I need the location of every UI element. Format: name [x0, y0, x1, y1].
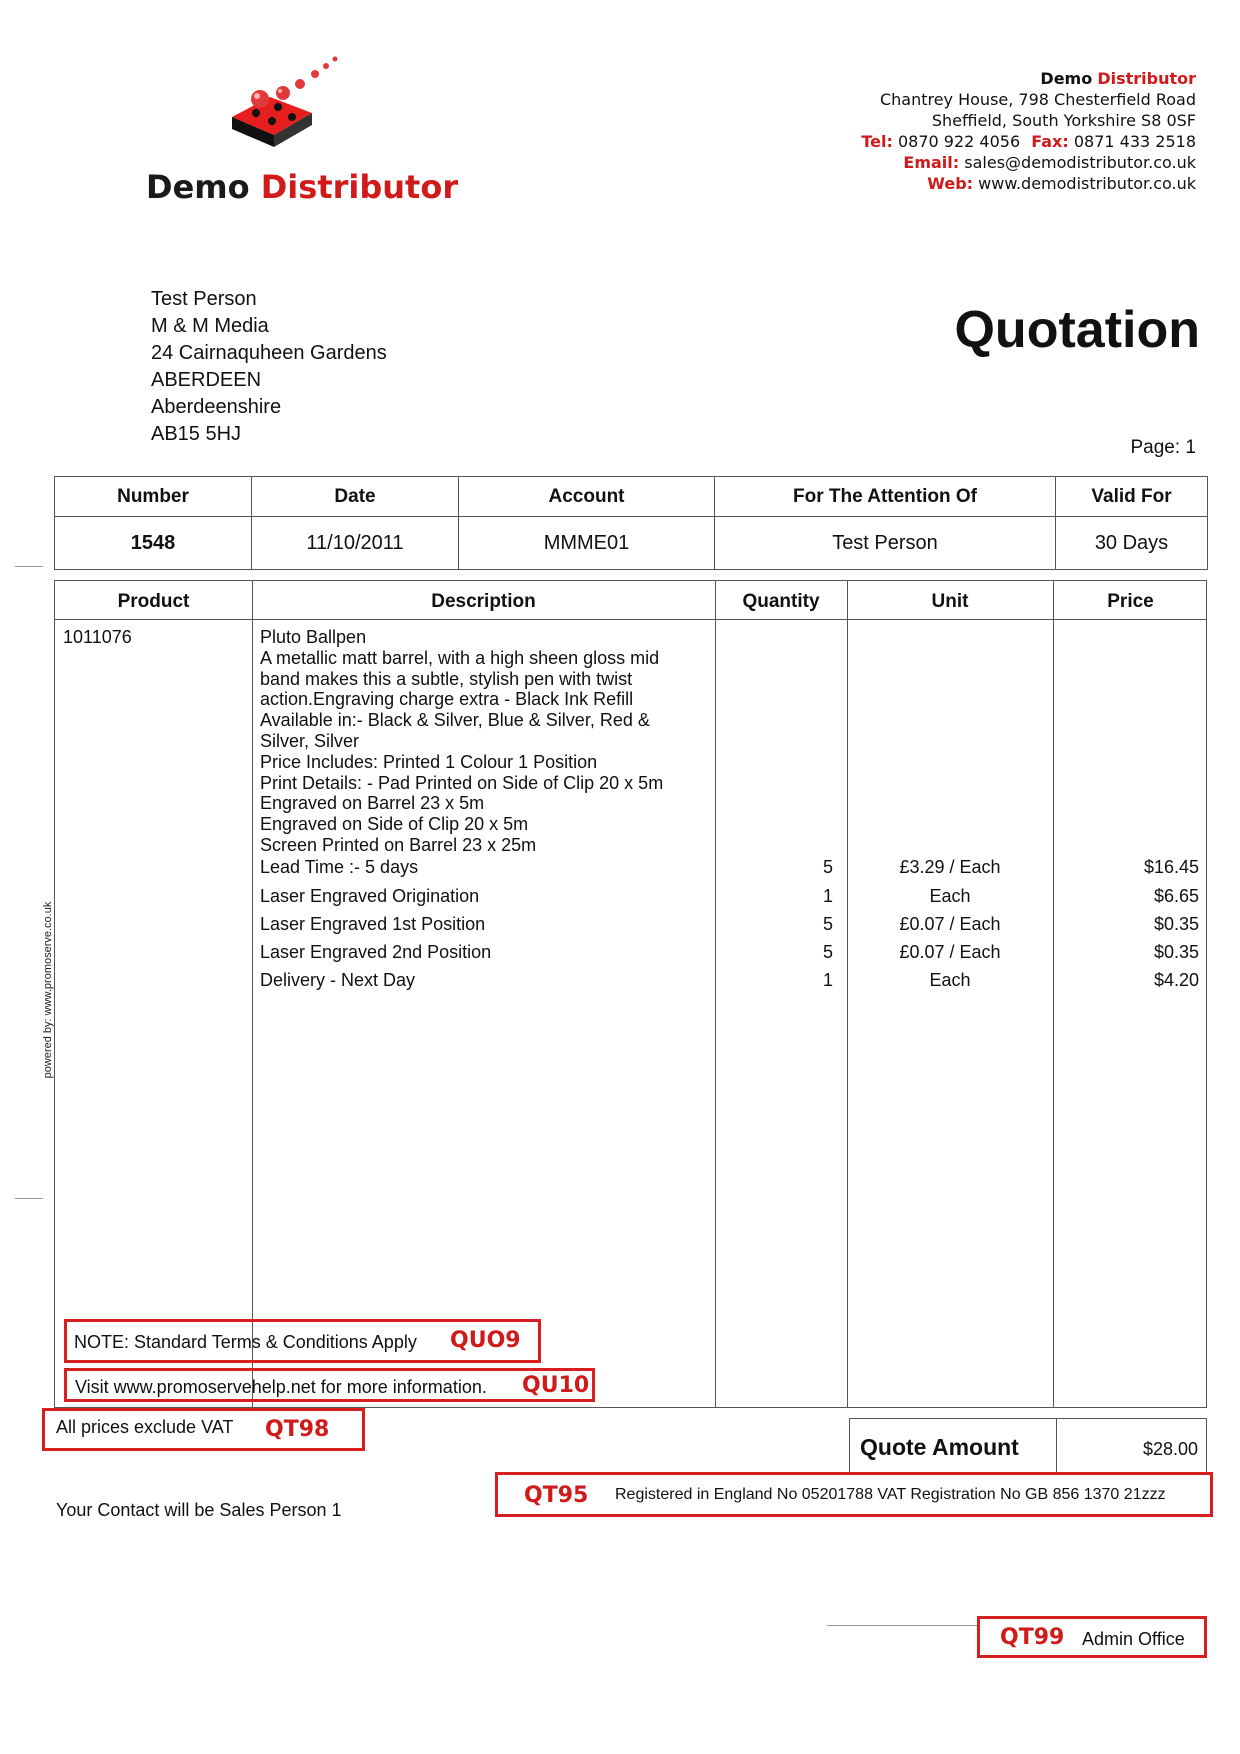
- col-quantity: Quantity: [742, 591, 820, 612]
- item-unit: Each: [929, 970, 971, 990]
- item-unit: £3.29 / Each: [899, 857, 1001, 877]
- recipient-line: AB15 5HJ: [151, 423, 242, 445]
- recipient-line: Test Person: [151, 288, 257, 310]
- registration-annotation-box: [495, 1472, 1213, 1517]
- quote-amount-label: Quote Amount: [860, 1434, 1019, 1460]
- item-price: $6.65: [1153, 886, 1199, 906]
- margin-mark: [15, 566, 43, 567]
- item-description: Laser Engraved Origination: [260, 886, 480, 906]
- col-product: Product: [117, 591, 190, 612]
- company-address-line1: Chantrey House, 798 Chesterfield Road: [879, 90, 1196, 109]
- margin-mark: [15, 1198, 43, 1199]
- item-price: $0.35: [1153, 914, 1199, 934]
- product-description: Pluto Ballpen A metallic matt barrel, with a high sheen gloss mid band makes this a subtle, stylish pen with twist action.Engraving charge extra - Black Ink Refill Available in:- Black & Silver, Blue & Silver, Red & Silver, Silver Price Includes: Printed 1 Colour 1 Position Print Details: - Pad Printed on Side of Clip 20 x 5m Engraved on Barrel 23 x 5m Engraved on Side of Clip 20 x 5m Screen Printed on Barrel 23 x 25m: [260, 627, 664, 855]
- valid-for: 30 Days: [1056, 517, 1208, 570]
- admin-office-label: Admin Office: [1082, 1629, 1185, 1649]
- item-description: Laser Engraved 1st Position: [260, 914, 486, 934]
- account-code: MMME01: [459, 517, 715, 570]
- header-col-attention: For The Attention Of: [715, 477, 1056, 517]
- company-phone-line: Tel: 0870 922 4056 Fax: 0871 433 2518: [861, 132, 1196, 151]
- item-quantity: 5: [822, 942, 833, 962]
- company-address-line2: Sheffield, South Yorkshire S8 0SF: [931, 111, 1196, 130]
- col-description: Description: [431, 591, 536, 612]
- item-price: $16.45: [1143, 857, 1199, 877]
- header-col-number: Number: [55, 477, 252, 517]
- item-quantity: 1: [822, 970, 833, 990]
- col-unit: Unit: [931, 591, 969, 612]
- item-quantity: 1: [822, 886, 833, 906]
- header-col-date: Date: [252, 477, 459, 517]
- note-code: QUO9: [450, 1328, 521, 1353]
- item-price: $4.20: [1153, 970, 1199, 990]
- recipient-line: 24 Cairnaquheen Gardens: [151, 342, 387, 364]
- quote-date: 11/10/2011: [252, 517, 459, 570]
- vat-annotation-box: [42, 1408, 365, 1451]
- admin-code: QT99: [1000, 1625, 1065, 1650]
- quote-number: 1548: [55, 517, 252, 570]
- vat-code: QT98: [265, 1417, 330, 1442]
- document-title: Quotation: [954, 301, 1200, 359]
- company-name: Demo Distributor: [1040, 69, 1196, 88]
- logo-graphic: [220, 55, 350, 155]
- item-description: Lead Time :- 5 days: [260, 857, 419, 877]
- company-email-line: Email: sales@demodistributor.co.uk: [903, 153, 1196, 172]
- registration-code: QT95: [524, 1483, 589, 1508]
- item-price: $0.35: [1153, 942, 1199, 962]
- company-email: sales@demodistributor.co.uk: [964, 153, 1196, 172]
- quote-amount: $28.00: [1142, 1439, 1198, 1459]
- contact-note: Your Contact will be Sales Person 1: [56, 1500, 342, 1520]
- item-quantity: 5: [822, 857, 833, 877]
- column-divider: [847, 581, 848, 1407]
- line-items-table: [54, 580, 1207, 1408]
- logo-wordmark: [146, 168, 458, 206]
- totals-box: [849, 1418, 1207, 1474]
- signature-line: [827, 1625, 977, 1626]
- column-divider: [715, 581, 716, 1407]
- item-description: Laser Engraved 2nd Position: [260, 942, 492, 962]
- item-unit: £0.07 / Each: [899, 914, 1001, 934]
- note-annotation-box: [64, 1319, 541, 1363]
- logo-name-part1: Demo: [146, 168, 250, 206]
- header-divider: [55, 619, 1206, 620]
- attention-of: Test Person: [715, 517, 1056, 570]
- column-divider: [1053, 581, 1054, 1407]
- company-logo: [220, 55, 350, 155]
- visit-annotation-box: [64, 1368, 595, 1402]
- company-details: [861, 68, 1196, 194]
- recipient-line: M & M Media: [151, 315, 269, 337]
- item-unit: £0.07 / Each: [899, 942, 1001, 962]
- item-description: Delivery - Next Day: [260, 970, 416, 990]
- header-col-valid-for: Valid For: [1056, 477, 1208, 517]
- recipient-line: Aberdeenshire: [151, 396, 282, 418]
- visit-note: Visit www.promoservehelp.net for more information.: [75, 1377, 487, 1397]
- header-col-account: Account: [459, 477, 715, 517]
- powered-by-text: powered by: www.promoserve.co.uk: [42, 901, 54, 1079]
- company-web-line: Web: www.demodistributor.co.uk: [927, 174, 1196, 193]
- col-price: Price: [1107, 591, 1154, 612]
- quote-header-table: [54, 476, 1208, 570]
- terms-note: NOTE: Standard Terms & Conditions Apply: [74, 1332, 417, 1352]
- item-quantity: 5: [822, 914, 833, 934]
- vat-note: All prices exclude VAT: [56, 1417, 234, 1437]
- registration-text: Registered in England No 05201788 VAT Registration No GB 856 1370 21zzz: [615, 1486, 1166, 1503]
- admin-annotation-box: [977, 1616, 1207, 1658]
- company-web: www.demodistributor.co.uk: [978, 174, 1196, 193]
- column-divider: [252, 581, 253, 1407]
- logo-name-part2: Distributor: [260, 168, 459, 206]
- item-unit: Each: [929, 886, 971, 906]
- page-number: Page: 1: [1130, 437, 1196, 458]
- visit-code: QU10: [522, 1373, 590, 1398]
- recipient-address: [151, 286, 387, 448]
- recipient-line: ABERDEEN: [151, 369, 262, 391]
- product-code: 1011076: [63, 627, 132, 647]
